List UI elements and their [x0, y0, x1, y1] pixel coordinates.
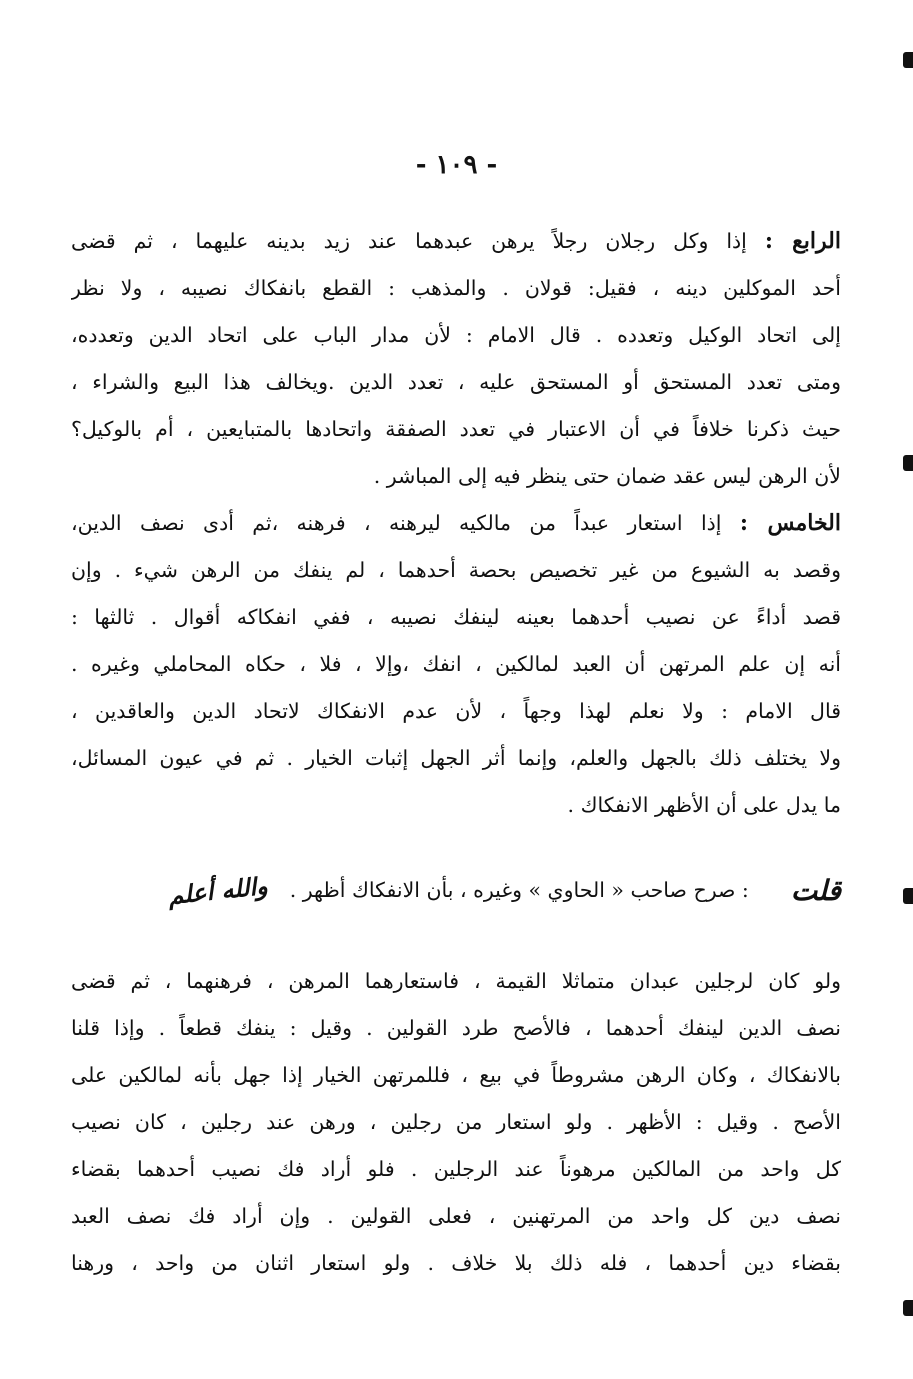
- paragraph-text: إذا استعار عبداً من مالكيه ليرهنه ، فرهنه ،ثم أدى نصف الدين،: [71, 511, 722, 535]
- paragraph-lead-fifth: الخامس :: [739, 510, 841, 536]
- paragraph-final-line: نصف الدين لينفك أحدهما ، فالأصح طرد القولين . وقيل : ينفك قطعاً . وإذا قلنا: [71, 1016, 841, 1040]
- qult-note: [71, 860, 841, 920]
- paragraph-final-line: بقضاء دين أحدهما ، فله ذلك بلا خلاف . ولو استعار اثنان من واحد ، ورهنا: [71, 1251, 841, 1275]
- paragraph-fourth-line: ومتى تعدد المستحق أو المستحق عليه ، تعدد الدين .ويخالف هذا البيع والشراء ،: [71, 370, 841, 394]
- page-number: - ١٠٩ -: [415, 150, 498, 180]
- scan-edge-mark: [903, 1300, 913, 1316]
- qult-line: [71, 860, 841, 920]
- scan-edge-mark: [903, 455, 913, 471]
- paragraph-final-line: الأصح . وقيل : الأظهر . ولو استعار من رجلين ، ورهن عند رجلين ، كان نصيب: [71, 1110, 841, 1134]
- paragraph-fourth-line: إلى اتحاد الوكيل وتعدده . قال الامام : لأن مدار الباب على اتحاد الدين وتعدده،: [71, 323, 841, 347]
- sign-off: والله أعلم: [166, 870, 269, 910]
- qult-word: قلت: [790, 873, 841, 907]
- scan-edge-mark: [903, 888, 913, 904]
- paragraph-fifth-line: ولا يختلف ذلك بالجهل والعلم، وإنما أثر الجهل إثبات الخيار . ثم في عيون المسائل،: [71, 746, 841, 770]
- paragraph-fourth-line: [71, 218, 841, 265]
- paragraph-fifth-line: وقصد به الشيوع من غير تخصيص بحصة أحدهما ، لم ينفك من الرهن شيء . وإن: [71, 558, 841, 582]
- paragraph-fourth-line: حيث ذكرنا خلافاً في أن الاعتبار في تعدد الصفقة واتحادها بالمتبايعين ، أم بالوكيل؟: [71, 417, 841, 441]
- qult-text: : صرح صاحب « الحاوي » وغيره ، بأن الانفكاك أظهر .: [289, 878, 749, 902]
- paragraph-final-line: بالانفكاك ، وكان الرهن مشروطاً في بيع ، فللمرتهن الخيار إذا جهل بأنه لمالكين على: [71, 1063, 841, 1087]
- paragraph-fifth-line: ما يدل على أن الأظهر الانفكاك .: [567, 793, 841, 817]
- paragraph-fifth-line: أنه إن علم المرتهن أن العبد لمالكين ، انفك ،وإلا ، فلا ، حكاه المحاملي وغيره .: [71, 652, 841, 676]
- scan-edge-mark: [903, 52, 913, 68]
- paragraph-final-line: كل واحد من المالكين مرهوناً عند الرجلين . فلو أراد فك نصيب أحدهما بقضاء: [71, 1157, 841, 1181]
- paragraph-text: إذا وكل رجلان رجلاً يرهن عبدهما عند زيد بدينه عليهما ، ثم قضى: [71, 229, 747, 253]
- body-text-top: [71, 218, 841, 829]
- paragraph-fifth-line: قصد أداءً عن نصيب أحدهما بعينه لينفك نصيبه ، ففي انفكاكه أقوال . ثالثها :: [71, 605, 841, 629]
- paragraph-fifth-line: [71, 500, 841, 547]
- paragraph-final-line: نصف دين كل واحد من المرتهنين ، فعلى القولين . وإن أراد فك نصف العبد: [71, 1204, 841, 1228]
- paragraph-fourth-line: أحد الموكلين دينه ، فقيل: قولان . والمذهب : القطع بانفكاك نصيبه ، ولا نظر: [71, 276, 841, 300]
- paragraph-final-line: ولو كان لرجلين عبدان متماثلا القيمة ، فاستعارهما المرهن ، فرهنهما ، ثم قضى: [71, 969, 841, 993]
- body-text-bottom: [71, 958, 841, 1287]
- paragraph-fifth-line: قال الامام : ولا نعلم لهذا وجهاً ، لأن عدم الانفكاك لاتحاد الدين والعاقدين ،: [71, 699, 841, 723]
- paragraph-lead-fourth: الرابع :: [764, 228, 841, 254]
- paragraph-fourth-line: لأن الرهن ليس عقد ضمان حتى ينظر فيه إلى المباشر .: [373, 464, 841, 488]
